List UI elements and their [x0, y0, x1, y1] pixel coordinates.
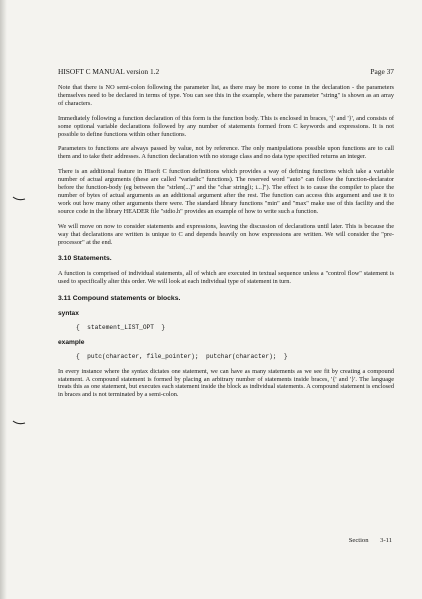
footer-section-label: Section — [348, 537, 369, 544]
paragraph: A function is comprised of individual statements, all of which are executed in textual sequence unless a "control flow" statement is used to specifically alter this order. We will look at each individual type of statement in turn. — [58, 270, 394, 286]
paragraph: Immediately following a function declaration of this form is the function body. This is enclosed in braces, '{' and '}', and consists of some optional variable declarations followed by any number of statements formed from C keywords and expressions. It is not possible to define functions within other functions. — [58, 114, 394, 138]
footer-section-number: 3-11 — [380, 537, 392, 544]
page-footer — [349, 537, 392, 545]
page-header — [58, 68, 394, 78]
paragraph: We will move on now to consider statements and expressions, leaving the discussion of declarations until later. This is because the way that declarations are written is unique to C and depends heavily on how expressions are written. We will consider the "pre-processor" at the end. — [58, 222, 394, 246]
page-body — [58, 84, 394, 406]
syntax-label: syntax — [58, 310, 79, 318]
section-heading-statements: 3.10 Statements. — [58, 255, 112, 263]
paragraph: In every instance where the syntax dictates one statement, we can have as many statements as we see fit by creating a compound statement. A compound statement is formed by placing an arbitrary number of statements inside braces, '{' and '}'. The language treats this as one statement, but executes each statement inside the block as individual statements. A compound statement is enclosed in braces and is not terminated by a semi-colon. — [58, 367, 394, 399]
curved-tick-mark-icon — [12, 196, 26, 202]
page-number: Page 37 — [370, 67, 394, 76]
paragraph: Note that there is NO semi-colon following the parameter list, as there may be more to come in the declaration - the parameters themselves need to be declared in terms of type. You can see this in the example, where the parameter "string" is shown as an array of characters. — [58, 84, 394, 107]
paragraph: There is an additional feature in Hisoft C function definitions which provides a way of defining functions which take a variable number of actual arguments (these are called "variadic" functions). The reserved word "auto" can follow the function-declarator before the function-body (eg between the "strlen(...)" and the "char string[i; i...]"). The effect is to cause the compiler to place the number of bytes of actual arguments as an additional argument after the rest. The function can access this argument and use it to work out how many other arguments there were. The standard library functions "min" and "max" make use of this facility and the source code in the library HEADER file "stdio.h" provides an example of how to write such a function. — [58, 168, 394, 215]
syntax-code: { statement_LIST_OPT } — [76, 323, 166, 331]
example-label: example — [58, 338, 85, 346]
section-heading-compound-statements: 3.11 Compound statements or blocks. — [58, 295, 181, 303]
curved-tick-mark-icon — [12, 420, 26, 426]
example-code: { putc(character, file_pointer); putchar(character); } — [76, 352, 288, 360]
paragraph: Parameters to functions are always passed by value, not by reference. The only manipulations possible upon functions are to call them and to take their addresses. A function declaration with no storage class and no data type specified returns an integer. — [58, 145, 394, 161]
manual-title: HISOFT C MANUAL version 1.2 — [58, 67, 160, 76]
